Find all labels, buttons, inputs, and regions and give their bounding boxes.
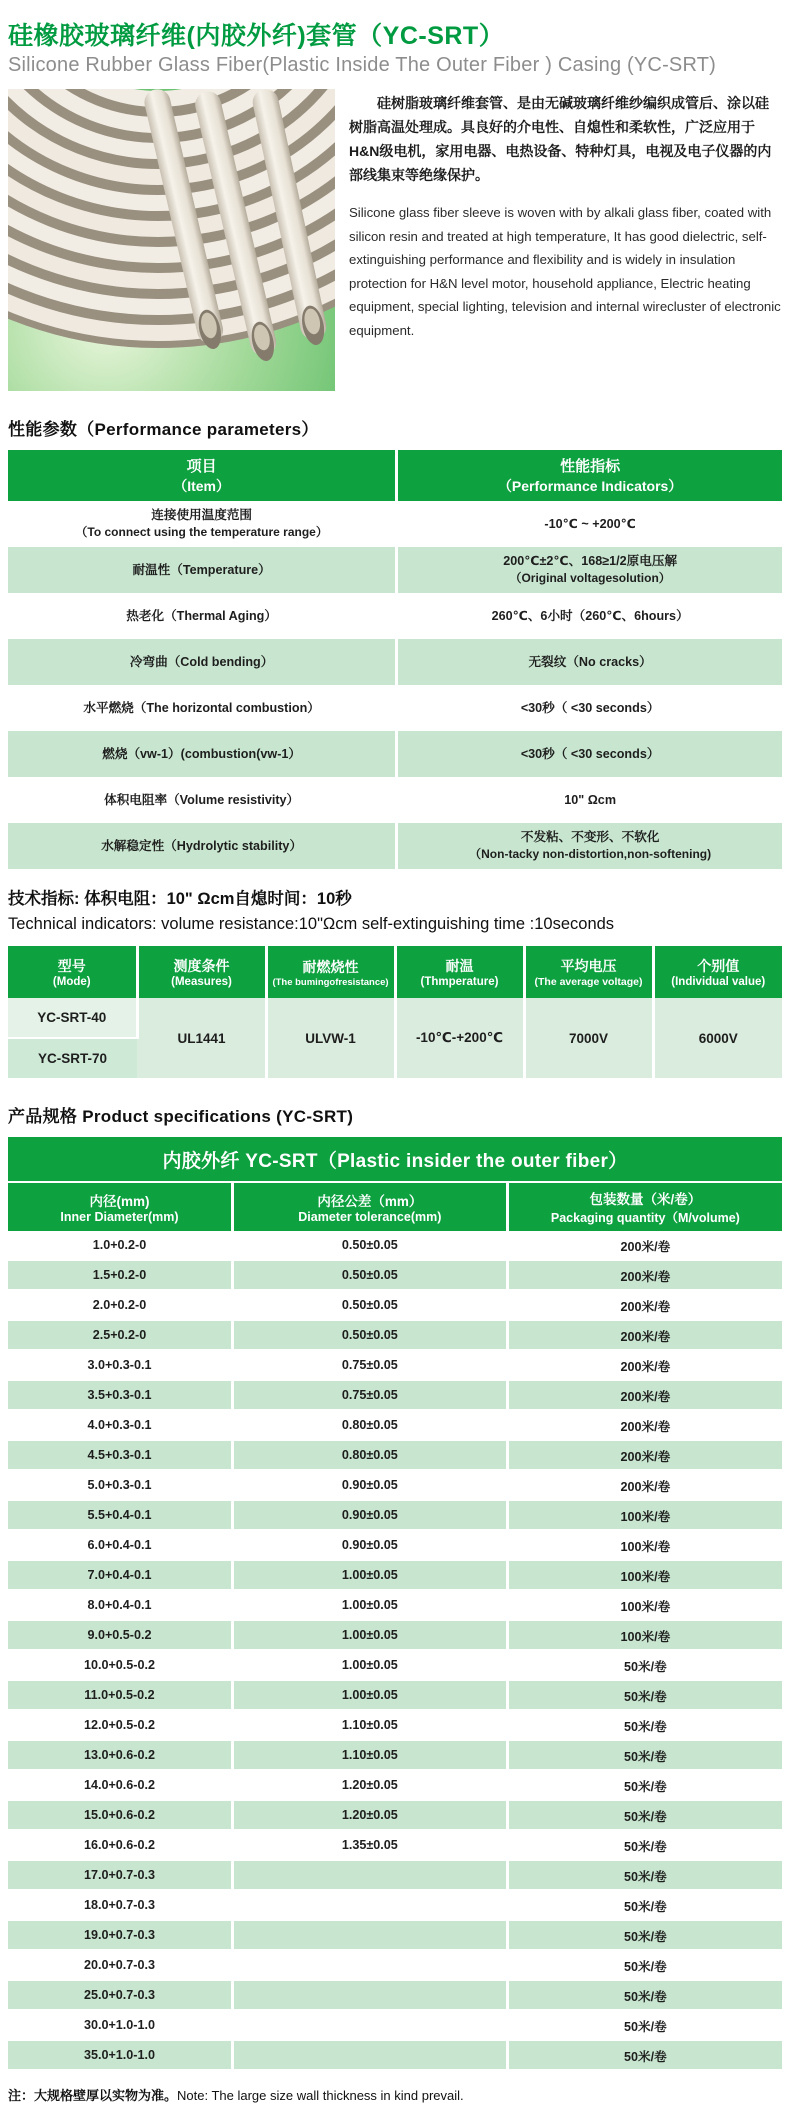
- technical-indicator-note: [8, 885, 782, 934]
- performance-header-item: [8, 450, 397, 501]
- spec-inner-diameter-cell: 8.0+0.4-0.1: [8, 1590, 232, 1620]
- spec-tolerance-cell: 0.80±0.05: [232, 1440, 507, 1470]
- spec-quantity-cell: 200米/卷: [507, 1290, 782, 1320]
- spec-row: [8, 1860, 782, 1890]
- model-cell-yc-srt-40: YC-SRT-40: [8, 998, 137, 1038]
- tech-header-burning-resistance: 耐燃烧性 (The bumingofresistance): [266, 946, 395, 998]
- spec-quantity-cell: 50米/卷: [507, 1830, 782, 1860]
- spec-quantity-cell: 50米/卷: [507, 1890, 782, 1920]
- spec-row: [8, 1260, 782, 1290]
- performance-value-cell: 260℃、6小时（260℃、6hours）: [491, 608, 689, 623]
- tech-header-mode: 型号 (Mode): [8, 946, 137, 998]
- performance-row: [8, 547, 782, 593]
- performance-item-cell: 燃烧（vw-1）(combustion(vw-1）: [8, 731, 397, 777]
- spec-inner-diameter-cell: 20.0+0.7-0.3: [8, 1950, 232, 1980]
- spec-row: [8, 1980, 782, 2010]
- spec-row: [8, 1680, 782, 1710]
- bottom-note-zh: 注：大规格壁厚以实物为准。: [8, 2088, 178, 2103]
- spec-inner-diameter-cell: 7.0+0.4-0.1: [8, 1560, 232, 1590]
- average-voltage-value: 7000V: [524, 998, 653, 1078]
- spec-header-inner-diameter: 内径(mm) Inner Diameter(mm): [8, 1182, 232, 1231]
- spec-row: [8, 1470, 782, 1500]
- spec-tolerance-cell: [232, 2010, 507, 2040]
- temperature-value: -10℃-+200℃: [395, 998, 524, 1078]
- performance-value-cell: <30秒（ <30 seconds）: [397, 731, 782, 777]
- bottom-note-en: Note: The large size wall thickness in kind prevail.: [177, 2088, 464, 2103]
- spec-row: [8, 1800, 782, 1830]
- spec-inner-diameter-cell: 12.0+0.5-0.2: [8, 1710, 232, 1740]
- spec-row: [8, 2010, 782, 2040]
- spec-tolerance-cell: 0.90±0.05: [232, 1500, 507, 1530]
- intro-paragraph-zh: 硅树脂玻璃纤维套管、是由无碱玻璃纤维纱编织成管后、涂以硅树脂高温处理成。具良好的介电性、自熄性和柔软性，广泛应用于H&N级电机，家用电器、电热设备、特种灯具，电视及电子仪器的内部线集束等绝缘保护。: [349, 95, 772, 184]
- spec-inner-diameter-cell: 16.0+0.6-0.2: [8, 1830, 232, 1860]
- model-cell-yc-srt-70: YC-SRT-70: [8, 1038, 137, 1078]
- performance-row: [8, 639, 782, 685]
- tech-header-measures: 测度条件 (Measures): [137, 946, 266, 998]
- spec-tolerance-cell: [232, 1920, 507, 1950]
- spec-row: [8, 1650, 782, 1680]
- spec-inner-diameter-cell: 3.0+0.3-0.1: [8, 1350, 232, 1380]
- spec-inner-diameter-cell: 5.5+0.4-0.1: [8, 1500, 232, 1530]
- performance-table: [8, 450, 782, 869]
- spec-tolerance-cell: 0.75±0.05: [232, 1350, 507, 1380]
- intro-paragraph-en: Silicone glass fiber sleeve is woven with by alkali glass fiber, coated with silicon resin and treated at high temperature, It has good dielectric, self-extinguishing performance and flexibility and is widely in insulation protection for H&N level motor, household appliance, Electric heating equipment, special lighting, television and internal wirecluster of electronic equipment.: [349, 205, 781, 338]
- spec-row: [8, 1620, 782, 1650]
- page-title-zh: 硅橡胶玻璃纤维(内胶外纤)套管（YC-SRT）: [8, 22, 505, 50]
- spec-quantity-cell: 200米/卷: [507, 1350, 782, 1380]
- spec-tolerance-cell: [232, 1980, 507, 2010]
- spec-quantity-cell: 50米/卷: [507, 1950, 782, 1980]
- spec-inner-diameter-cell: 18.0+0.7-0.3: [8, 1890, 232, 1920]
- spec-row: [8, 1530, 782, 1560]
- spec-quantity-cell: 100米/卷: [507, 1500, 782, 1530]
- performance-row: [8, 777, 782, 823]
- spec-header-diameter-tolerance: 内径公差（mm） Diameter tolerance(mm): [232, 1182, 507, 1231]
- spec-row: [8, 1740, 782, 1770]
- spec-row: [8, 1560, 782, 1590]
- spec-quantity-cell: 100米/卷: [507, 1530, 782, 1560]
- spec-inner-diameter-cell: 17.0+0.7-0.3: [8, 1860, 232, 1890]
- spec-row: [8, 1231, 782, 1260]
- spec-row: [8, 1770, 782, 1800]
- performance-header-item-en: （Item）: [173, 478, 231, 494]
- spec-inner-diameter-cell: 1.5+0.2-0: [8, 1260, 232, 1290]
- spec-tolerance-cell: [232, 1950, 507, 1980]
- spec-inner-diameter-cell: 25.0+0.7-0.3: [8, 1980, 232, 2010]
- technical-note-zh: 技术指标: 体积电阻：10" Ωcm自熄时间：10秒: [8, 890, 352, 908]
- spec-quantity-cell: 200米/卷: [507, 1380, 782, 1410]
- spec-inner-diameter-cell: 10.0+0.5-0.2: [8, 1650, 232, 1680]
- tech-header-temperature: 耐温 (Thmperature): [395, 946, 524, 998]
- performance-table-body: [8, 501, 782, 869]
- spec-inner-diameter-cell: 9.0+0.5-0.2: [8, 1620, 232, 1650]
- performance-row: [8, 685, 782, 731]
- performance-value-cell: -10℃ ~ +200℃: [544, 516, 636, 531]
- spec-tolerance-cell: 1.00±0.05: [232, 1620, 507, 1650]
- spec-inner-diameter-cell: 11.0+0.5-0.2: [8, 1680, 232, 1710]
- performance-section-title: 性能参数（Performance parameters）: [8, 420, 319, 439]
- performance-item-cell: 水解稳定性（Hydrolytic stability）: [8, 823, 397, 869]
- spec-quantity-cell: 50米/卷: [507, 1740, 782, 1770]
- performance-header-indicators: [397, 450, 782, 501]
- spec-row: [8, 1950, 782, 1980]
- performance-item-cell: 体积电阻率（Volume resistivity）: [8, 777, 397, 823]
- spec-row: [8, 1710, 782, 1740]
- spec-row: [8, 2040, 782, 2070]
- spec-quantity-cell: 200米/卷: [507, 1320, 782, 1350]
- spec-tolerance-cell: 1.10±0.05: [232, 1710, 507, 1740]
- performance-row: [8, 823, 782, 869]
- performance-row: [8, 593, 782, 639]
- product-photo-illustration: [8, 89, 335, 391]
- performance-value-cell: 无裂纹（No cracks）: [397, 639, 782, 685]
- spec-header-packaging-quantity: 包装数量（米/卷） Packaging quantity（M/volume): [507, 1182, 782, 1231]
- measures-value: UL1441: [137, 998, 266, 1078]
- spec-tolerance-cell: 1.00±0.05: [232, 1560, 507, 1590]
- spec-table-banner: 内胶外纤 YC-SRT（Plastic insider the outer fiber）: [8, 1137, 782, 1182]
- performance-header-indicators-en: （Performance Indicators）: [497, 478, 683, 494]
- intro-section: [8, 89, 782, 391]
- spec-quantity-cell: 100米/卷: [507, 1620, 782, 1650]
- spec-row: [8, 1440, 782, 1470]
- technical-indicators-table: [8, 946, 782, 1078]
- spec-quantity-cell: 50米/卷: [507, 1770, 782, 1800]
- spec-quantity-cell: 200米/卷: [507, 1440, 782, 1470]
- spec-quantity-cell: 200米/卷: [507, 1470, 782, 1500]
- specifications-section-title: 产品规格 Product specifications (YC-SRT): [8, 1107, 354, 1126]
- performance-value-cell: 200℃±2℃、168≥1/2原电压解 （Original voltagesolution）: [397, 547, 782, 593]
- spec-row: [8, 1350, 782, 1380]
- spec-inner-diameter-cell: 1.0+0.2-0: [8, 1231, 232, 1260]
- spec-row: [8, 1920, 782, 1950]
- spec-quantity-cell: 200米/卷: [507, 1231, 782, 1260]
- product-datasheet: [0, 16, 790, 2104]
- technical-row-1: [8, 998, 782, 1038]
- performance-value-cell: <30秒（ <30 seconds）: [520, 700, 660, 715]
- spec-row: [8, 1320, 782, 1350]
- spec-tolerance-cell: 1.00±0.05: [232, 1680, 507, 1710]
- performance-item-cell: 水平燃烧（The horizontal combustion）: [8, 685, 397, 731]
- spec-tolerance-cell: 1.10±0.05: [232, 1740, 507, 1770]
- spec-quantity-cell: 200米/卷: [507, 1410, 782, 1440]
- spec-inner-diameter-cell: 4.0+0.3-0.1: [8, 1410, 232, 1440]
- spec-quantity-cell: 50米/卷: [507, 2010, 782, 2040]
- specifications-table: [8, 1137, 782, 2071]
- performance-item-cell: 耐温性（Temperature）: [8, 547, 397, 593]
- performance-header-indicators-zh: 性能指标: [560, 458, 621, 475]
- spec-inner-diameter-cell: 2.0+0.2-0: [8, 1290, 232, 1320]
- performance-item-cell: 连接使用温度范围 （To connect using the temperature range）: [8, 501, 397, 547]
- spec-tolerance-cell: [232, 2040, 507, 2070]
- spec-quantity-cell: 50米/卷: [507, 1800, 782, 1830]
- spec-tolerance-cell: 0.90±0.05: [232, 1470, 507, 1500]
- spec-inner-diameter-cell: 14.0+0.6-0.2: [8, 1770, 232, 1800]
- spec-inner-diameter-cell: 30.0+1.0-1.0: [8, 2010, 232, 2040]
- spec-tolerance-cell: 1.35±0.05: [232, 1830, 507, 1860]
- spec-inner-diameter-cell: 15.0+0.6-0.2: [8, 1800, 232, 1830]
- spec-tolerance-cell: 0.50±0.05: [232, 1260, 507, 1290]
- product-photo: [8, 89, 335, 391]
- spec-row: [8, 1380, 782, 1410]
- spec-quantity-cell: 50米/卷: [507, 1920, 782, 1950]
- spec-tolerance-cell: 0.50±0.05: [232, 1320, 507, 1350]
- spec-quantity-cell: 50米/卷: [507, 1860, 782, 1890]
- spec-inner-diameter-cell: 5.0+0.3-0.1: [8, 1470, 232, 1500]
- spec-quantity-cell: 50米/卷: [507, 1980, 782, 2010]
- spec-inner-diameter-cell: 2.5+0.2-0: [8, 1320, 232, 1350]
- spec-quantity-cell: 100米/卷: [507, 1560, 782, 1590]
- spec-row: [8, 1410, 782, 1440]
- spec-inner-diameter-cell: 13.0+0.6-0.2: [8, 1740, 232, 1770]
- spec-row: [8, 1500, 782, 1530]
- page-title-en: Silicone Rubber Glass Fiber(Plastic Inside The Outer Fiber ) Casing (YC-SRT): [8, 54, 717, 76]
- tech-header-individual-value: 个别值 (Individual value): [653, 946, 782, 998]
- bottom-note: [8, 2085, 782, 2104]
- spec-row: [8, 1590, 782, 1620]
- spec-tolerance-cell: [232, 1890, 507, 1920]
- tech-header-average-voltage: 平均电压 (The average voltage): [524, 946, 653, 998]
- spec-inner-diameter-cell: 19.0+0.7-0.3: [8, 1920, 232, 1950]
- spec-row: [8, 1830, 782, 1860]
- spec-row: [8, 1290, 782, 1320]
- performance-header-item-zh: 项目: [186, 458, 217, 475]
- spec-quantity-cell: 50米/卷: [507, 1650, 782, 1680]
- spec-table-body: [8, 1231, 782, 2070]
- spec-quantity-cell: 50米/卷: [507, 1710, 782, 1740]
- intro-text: [349, 89, 782, 342]
- spec-inner-diameter-cell: 3.5+0.3-0.1: [8, 1380, 232, 1410]
- spec-tolerance-cell: 0.50±0.05: [232, 1231, 507, 1260]
- performance-item-cell: 冷弯曲（Cold bending）: [8, 639, 397, 685]
- spec-row: [8, 1890, 782, 1920]
- spec-banner-row: [8, 1137, 782, 1182]
- spec-header-row: [8, 1182, 782, 1231]
- spec-quantity-cell: 100米/卷: [507, 1590, 782, 1620]
- spec-inner-diameter-cell: 35.0+1.0-1.0: [8, 2040, 232, 2070]
- spec-tolerance-cell: 1.00±0.05: [232, 1650, 507, 1680]
- performance-item-cell: 热老化（Thermal Aging）: [8, 593, 397, 639]
- spec-inner-diameter-cell: 6.0+0.4-0.1: [8, 1530, 232, 1560]
- spec-tolerance-cell: 0.50±0.05: [232, 1290, 507, 1320]
- spec-quantity-cell: 50米/卷: [507, 1680, 782, 1710]
- technical-header-row: [8, 946, 782, 998]
- spec-tolerance-cell: 0.80±0.05: [232, 1410, 507, 1440]
- spec-quantity-cell: 50米/卷: [507, 2040, 782, 2070]
- performance-value-cell: 10" Ωcm: [564, 792, 617, 807]
- performance-value-cell: 不发粘、不变形、不软化 （Non-tacky non-distortion,non-softening): [397, 823, 782, 869]
- spec-tolerance-cell: 1.20±0.05: [232, 1800, 507, 1830]
- individual-value: 6000V: [653, 998, 782, 1078]
- spec-tolerance-cell: 0.90±0.05: [232, 1530, 507, 1560]
- spec-tolerance-cell: 1.20±0.05: [232, 1770, 507, 1800]
- performance-header-row: [8, 450, 782, 501]
- performance-row: [8, 501, 782, 547]
- spec-tolerance-cell: [232, 1860, 507, 1890]
- spec-quantity-cell: 200米/卷: [507, 1260, 782, 1290]
- technical-note-en: Technical indicators: volume resistance:10"Ωcm self-extinguishing time :10seconds: [8, 915, 615, 933]
- burning-resistance-value: ULVW-1: [266, 998, 395, 1078]
- spec-tolerance-cell: 1.00±0.05: [232, 1590, 507, 1620]
- performance-row: [8, 731, 782, 777]
- spec-tolerance-cell: 0.75±0.05: [232, 1380, 507, 1410]
- spec-inner-diameter-cell: 4.5+0.3-0.1: [8, 1440, 232, 1470]
